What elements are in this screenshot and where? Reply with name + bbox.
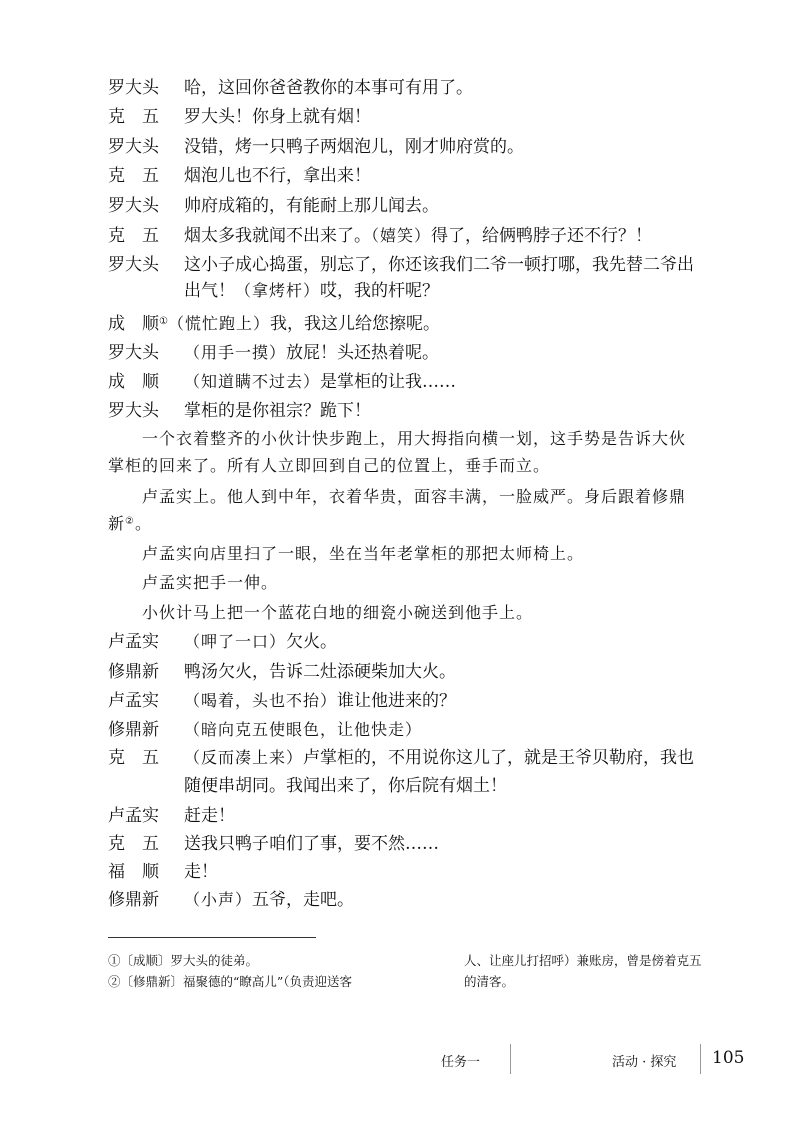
speaker-name: 克 五 — [108, 166, 159, 186]
footnote-2-continued: 人、让座儿打招呼）兼账房，曾是傍着克五 — [464, 953, 702, 968]
stage-paragraph: 卢孟实上。他人到中年，衣着华贵，面容丰满，一脸威严。身后跟着修鼎 — [142, 487, 687, 506]
dialogue-text: 烟泡儿也不行，拿出来！ — [184, 166, 371, 186]
dialogue-line-continued — [184, 773, 764, 799]
dialogue-line — [108, 859, 768, 885]
speaker-name: 成 顺 — [108, 372, 159, 392]
dialogue-line — [108, 311, 768, 337]
dialogue-line — [108, 134, 768, 160]
stage-text: 新 — [108, 514, 126, 533]
dialogue-line — [108, 340, 768, 366]
dialogue-line — [108, 193, 768, 219]
dialogue-line — [108, 688, 768, 714]
stage-direction: （呷了一口） — [184, 632, 287, 651]
speaker-name: 卢孟实 — [108, 632, 159, 652]
stage-paragraph: 掌柜的回来了。所有人立即回到自己的位置上，垂手而立。 — [108, 456, 551, 475]
footnote-2-continued: 的清客。 — [464, 974, 515, 989]
stage-paragraph: 小伙计马上把一个蓝花白地的细瓷小碗送到他手上。 — [142, 603, 534, 622]
speaker-name: 罗大头 — [108, 255, 159, 275]
speaker-name: 罗大头 — [108, 343, 159, 363]
speaker-name: 修鼎新 — [108, 662, 159, 682]
footnote-2: ②〔修鼎新〕福聚德的“瞭高儿”（负责迎送客 — [108, 974, 353, 989]
stage-direction: （喝着，头也不抬） — [184, 691, 338, 710]
dialogue-line — [108, 398, 768, 424]
dialogue-text: 得了，给俩鸭脖子还不行？！ — [431, 226, 653, 246]
stage-text: 。 — [134, 514, 152, 533]
dialogue-text: 出气！ — [184, 281, 235, 301]
dialogue-text: 走！ — [184, 862, 218, 882]
dialogue-line — [108, 75, 768, 101]
stage-direction: （拿烤杆） — [235, 281, 321, 300]
footnote-marker: ② — [125, 516, 135, 527]
dialogue-text: 卢掌柜的，不用说你这儿了，就是王爷贝勒府，我也 — [303, 748, 695, 768]
stage-direction: （暗向克五使眼色，让他快走） — [184, 720, 423, 739]
dialogue-line — [108, 745, 768, 771]
dialogue-text: 帅府成箱的，有能耐上那儿闻去。 — [184, 196, 439, 216]
speaker-name: 罗大头 — [108, 78, 159, 98]
speaker-name: 修鼎新 — [108, 890, 159, 910]
page-number: 105 — [712, 1048, 745, 1068]
dialogue-line — [108, 369, 768, 395]
dialogue-line — [108, 223, 768, 249]
speaker-name: 卢孟实 — [108, 691, 159, 711]
dialogue-text: 这小子成心捣蛋，别忘了，你还该我们二爷一顿打哪，我先替二爷出 — [184, 255, 694, 275]
speaker-name: 罗大头 — [108, 137, 159, 157]
dialogue-line — [108, 629, 768, 655]
dialogue-text: 是掌柜的让我…… — [320, 372, 457, 392]
dialogue-text: 欠火。 — [286, 632, 338, 652]
stage-direction: （慌忙跑上） — [167, 314, 270, 333]
dialogue-text: 放屁！头还热着呢。 — [286, 343, 440, 363]
speaker-name: 克 五 — [108, 748, 159, 768]
speaker-name: 克 五 — [108, 834, 159, 854]
dialogue-text: 哎，我的杆呢？ — [320, 281, 440, 301]
dialogue-line — [108, 803, 768, 829]
footnote-1: ①〔成顺〕罗大头的徒弟。 — [108, 953, 259, 968]
dialogue-text: 赶走！ — [184, 806, 235, 826]
stage-direction: （嬉笑） — [371, 226, 432, 245]
footnote-divider — [108, 937, 316, 938]
dialogue-line — [108, 717, 768, 743]
dialogue-line — [108, 104, 768, 130]
stage-paragraph: 一个衣着整齐的小伙计快步跑上，用大拇指向横一划，这手势是告诉大伙 — [142, 429, 687, 448]
stage-direction: （知道瞒不过去） — [184, 372, 321, 391]
speaker-name: 克 五 — [108, 226, 159, 246]
dialogue-text: 谁让他进来的？ — [337, 691, 457, 711]
dialogue-text: 随便串胡同。我闻出来了，你后院有烟土！ — [184, 776, 507, 796]
dialogue-text: 没错，烤一只鸭子两烟泡儿，刚才帅府赏的。 — [184, 137, 524, 157]
dialogue-line — [108, 887, 768, 913]
dialogue-text: 送我只鸭子咱们了事，要不然…… — [184, 834, 439, 854]
dialogue-text: 五爷，走吧。 — [252, 890, 355, 910]
footer-activity-label: 活动 · 探究 — [612, 1055, 677, 1070]
stage-direction: （反而凑上来） — [184, 748, 304, 767]
dialogue-text: 哈，这回你爸爸教你的本事可有用了。 — [184, 78, 473, 98]
dialogue-text: 鸭汤欠火，告诉二灶添硬柴加大火。 — [184, 662, 456, 682]
speaker-name: 罗大头 — [108, 401, 159, 421]
dialogue-text: 掌柜的是你祖宗？跪下！ — [184, 401, 371, 421]
footer-task-label: 任务一 — [441, 1055, 481, 1070]
dialogue-line — [108, 659, 768, 685]
dialogue-line — [108, 831, 768, 857]
dialogue-text: 我，我这儿给您擦呢。 — [269, 314, 440, 334]
stage-paragraph: 卢孟实把手一伸。 — [142, 573, 279, 592]
stage-paragraph: 卢孟实向店里扫了一眼，坐在当年老掌柜的那把太师椅上。 — [142, 544, 585, 563]
speaker-name: 成 顺 — [108, 314, 159, 334]
speaker-name: 克 五 — [108, 107, 159, 127]
stage-direction: （小声） — [184, 890, 253, 909]
speaker-name: 卢孟实 — [108, 806, 159, 826]
footnote-marker: ① — [159, 316, 168, 327]
dialogue-line — [108, 252, 768, 278]
dialogue-line — [108, 163, 768, 189]
dialogue-line-continued — [184, 278, 764, 304]
footer-divider — [510, 1044, 511, 1074]
speaker-name: 罗大头 — [108, 196, 159, 216]
footer-divider — [700, 1044, 701, 1074]
stage-paragraph — [108, 511, 768, 537]
speaker-name: 福 顺 — [108, 862, 159, 882]
dialogue-text: 烟太多我就闻不出来了。 — [184, 226, 371, 246]
speaker-name: 修鼎新 — [108, 720, 159, 740]
dialogue-text: 罗大头！你身上就有烟！ — [184, 107, 371, 127]
stage-direction: （用手一摸） — [184, 343, 287, 362]
